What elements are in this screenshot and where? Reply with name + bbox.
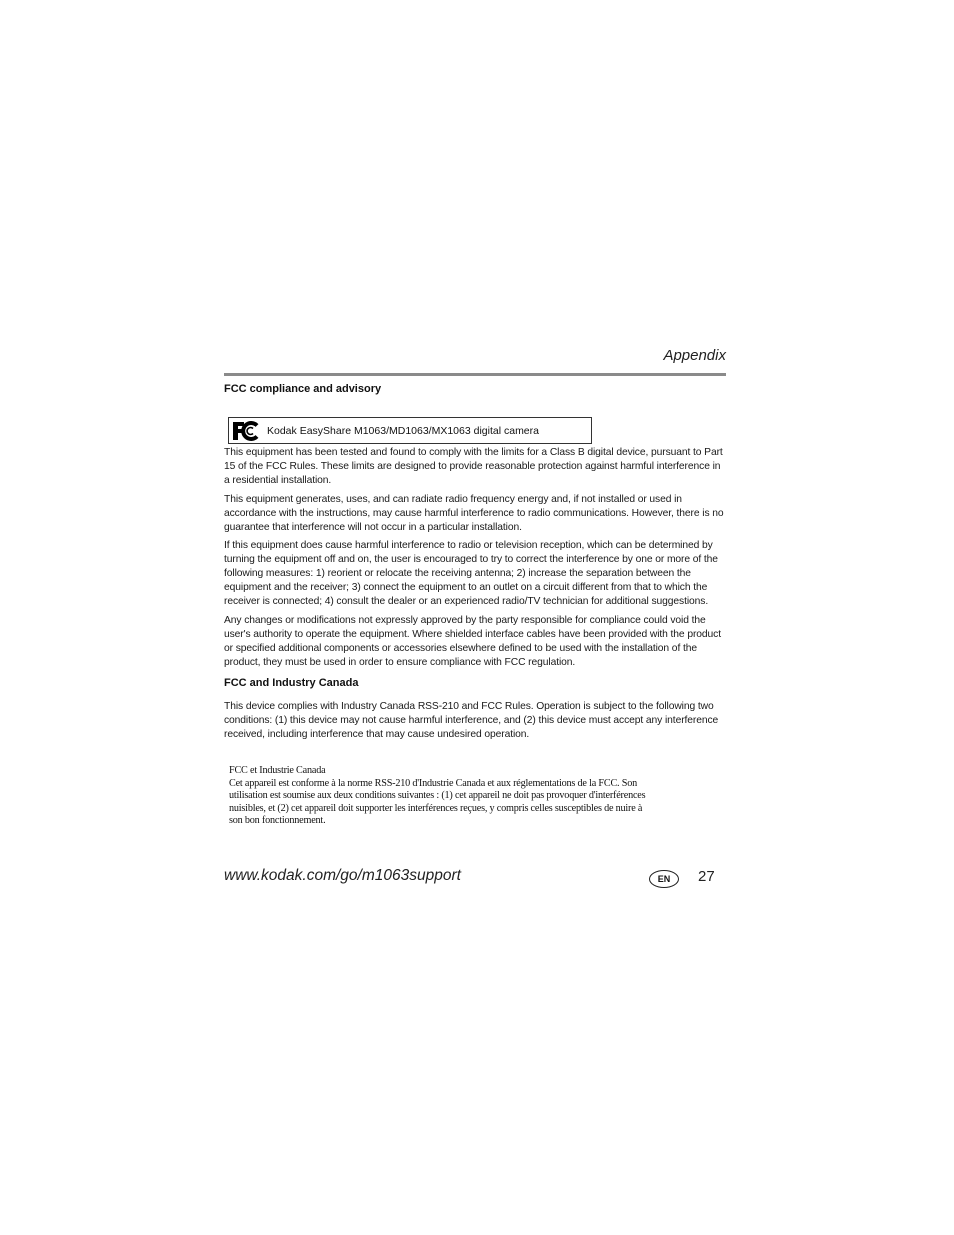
- french-heading: FCC et Industrie Canada: [229, 765, 326, 776]
- french-line: Cet appareil est conforme à la norme RSS-210 d'Industrie Canada et aux réglementations de la FCC. Son: [229, 777, 637, 789]
- page-header-title: Appendix: [663, 347, 726, 364]
- fcc-product-box: [228, 417, 592, 444]
- paragraph-modifications: Any changes or modifications not expressly approved by the party responsible for compliance could void the user's authority to operate the equipment. Where shielded interface cables have been provided with the product or specified additional components or accessories elsewhere defined to be used with the installation of the product, they must be used in order to ensure compliance with FCC regulation.: [224, 615, 721, 668]
- french-compliance-block: [229, 765, 719, 828]
- footer-support-url: www.kodak.com/go/m1063support: [224, 867, 461, 884]
- header-rule: [224, 373, 726, 376]
- french-line: utilisation est soumise aux deux conditions suivantes : (1) cet appareil ne doit pas provoquer d'interférences: [229, 790, 646, 801]
- language-badge: EN: [649, 870, 679, 888]
- fcc-logo-icon: [231, 420, 263, 442]
- fcc-box-product-name: Kodak EasyShare M1063/MD1063/MX1063 digital camera: [267, 424, 539, 437]
- paragraph-radio-frequency: This equipment generates, uses, and can radiate radio frequency energy and, if not installed or used in accordance with the instructions, may cause harmful interference to radio communications. However, there is no guarantee that interference will not occur in a particular installation.: [224, 494, 724, 533]
- french-line: nuisibles, et (2) cet appareil doit supporter les interférences reçues, y compris celles susceptibles de nuire à: [229, 802, 643, 814]
- section-heading-fcc-compliance: FCC compliance and advisory: [224, 383, 382, 395]
- french-line: son bon fonctionnement.: [229, 815, 326, 826]
- paragraph-interference-measures: If this equipment does cause harmful interference to radio or television reception, which can be determined by turning the equipment off and on, the user is encouraged to try to correct the interference by one or more of the following measures: 1) reorient or relocate the receiving antenna; 2) increase the separation between the equipment and the receiver; 3) connect the equipment to an outlet on a circuit different from that to which the receiver is connected; 4) consult the dealer or an experienced radio/TV technician for additional suggestions.: [224, 540, 718, 607]
- paragraph-class-b: This equipment has been tested and found to comply with the limits for a Class B digital device, pursuant to Part 15 of the FCC Rules. These limits are designed to provide reasonable protection against harmful interference in a residential installation.: [224, 447, 723, 486]
- paragraph-industry-canada: This device complies with Industry Canada RSS-210 and FCC Rules. Operation is subject to the following two conditions: (1) this device may not cause harmful interference, and (2) this device must accept any interference received, including interference that may cause undesired operation.: [224, 701, 719, 740]
- section-heading-industry-canada: FCC and Industry Canada: [224, 677, 359, 689]
- page-number: 27: [698, 868, 715, 885]
